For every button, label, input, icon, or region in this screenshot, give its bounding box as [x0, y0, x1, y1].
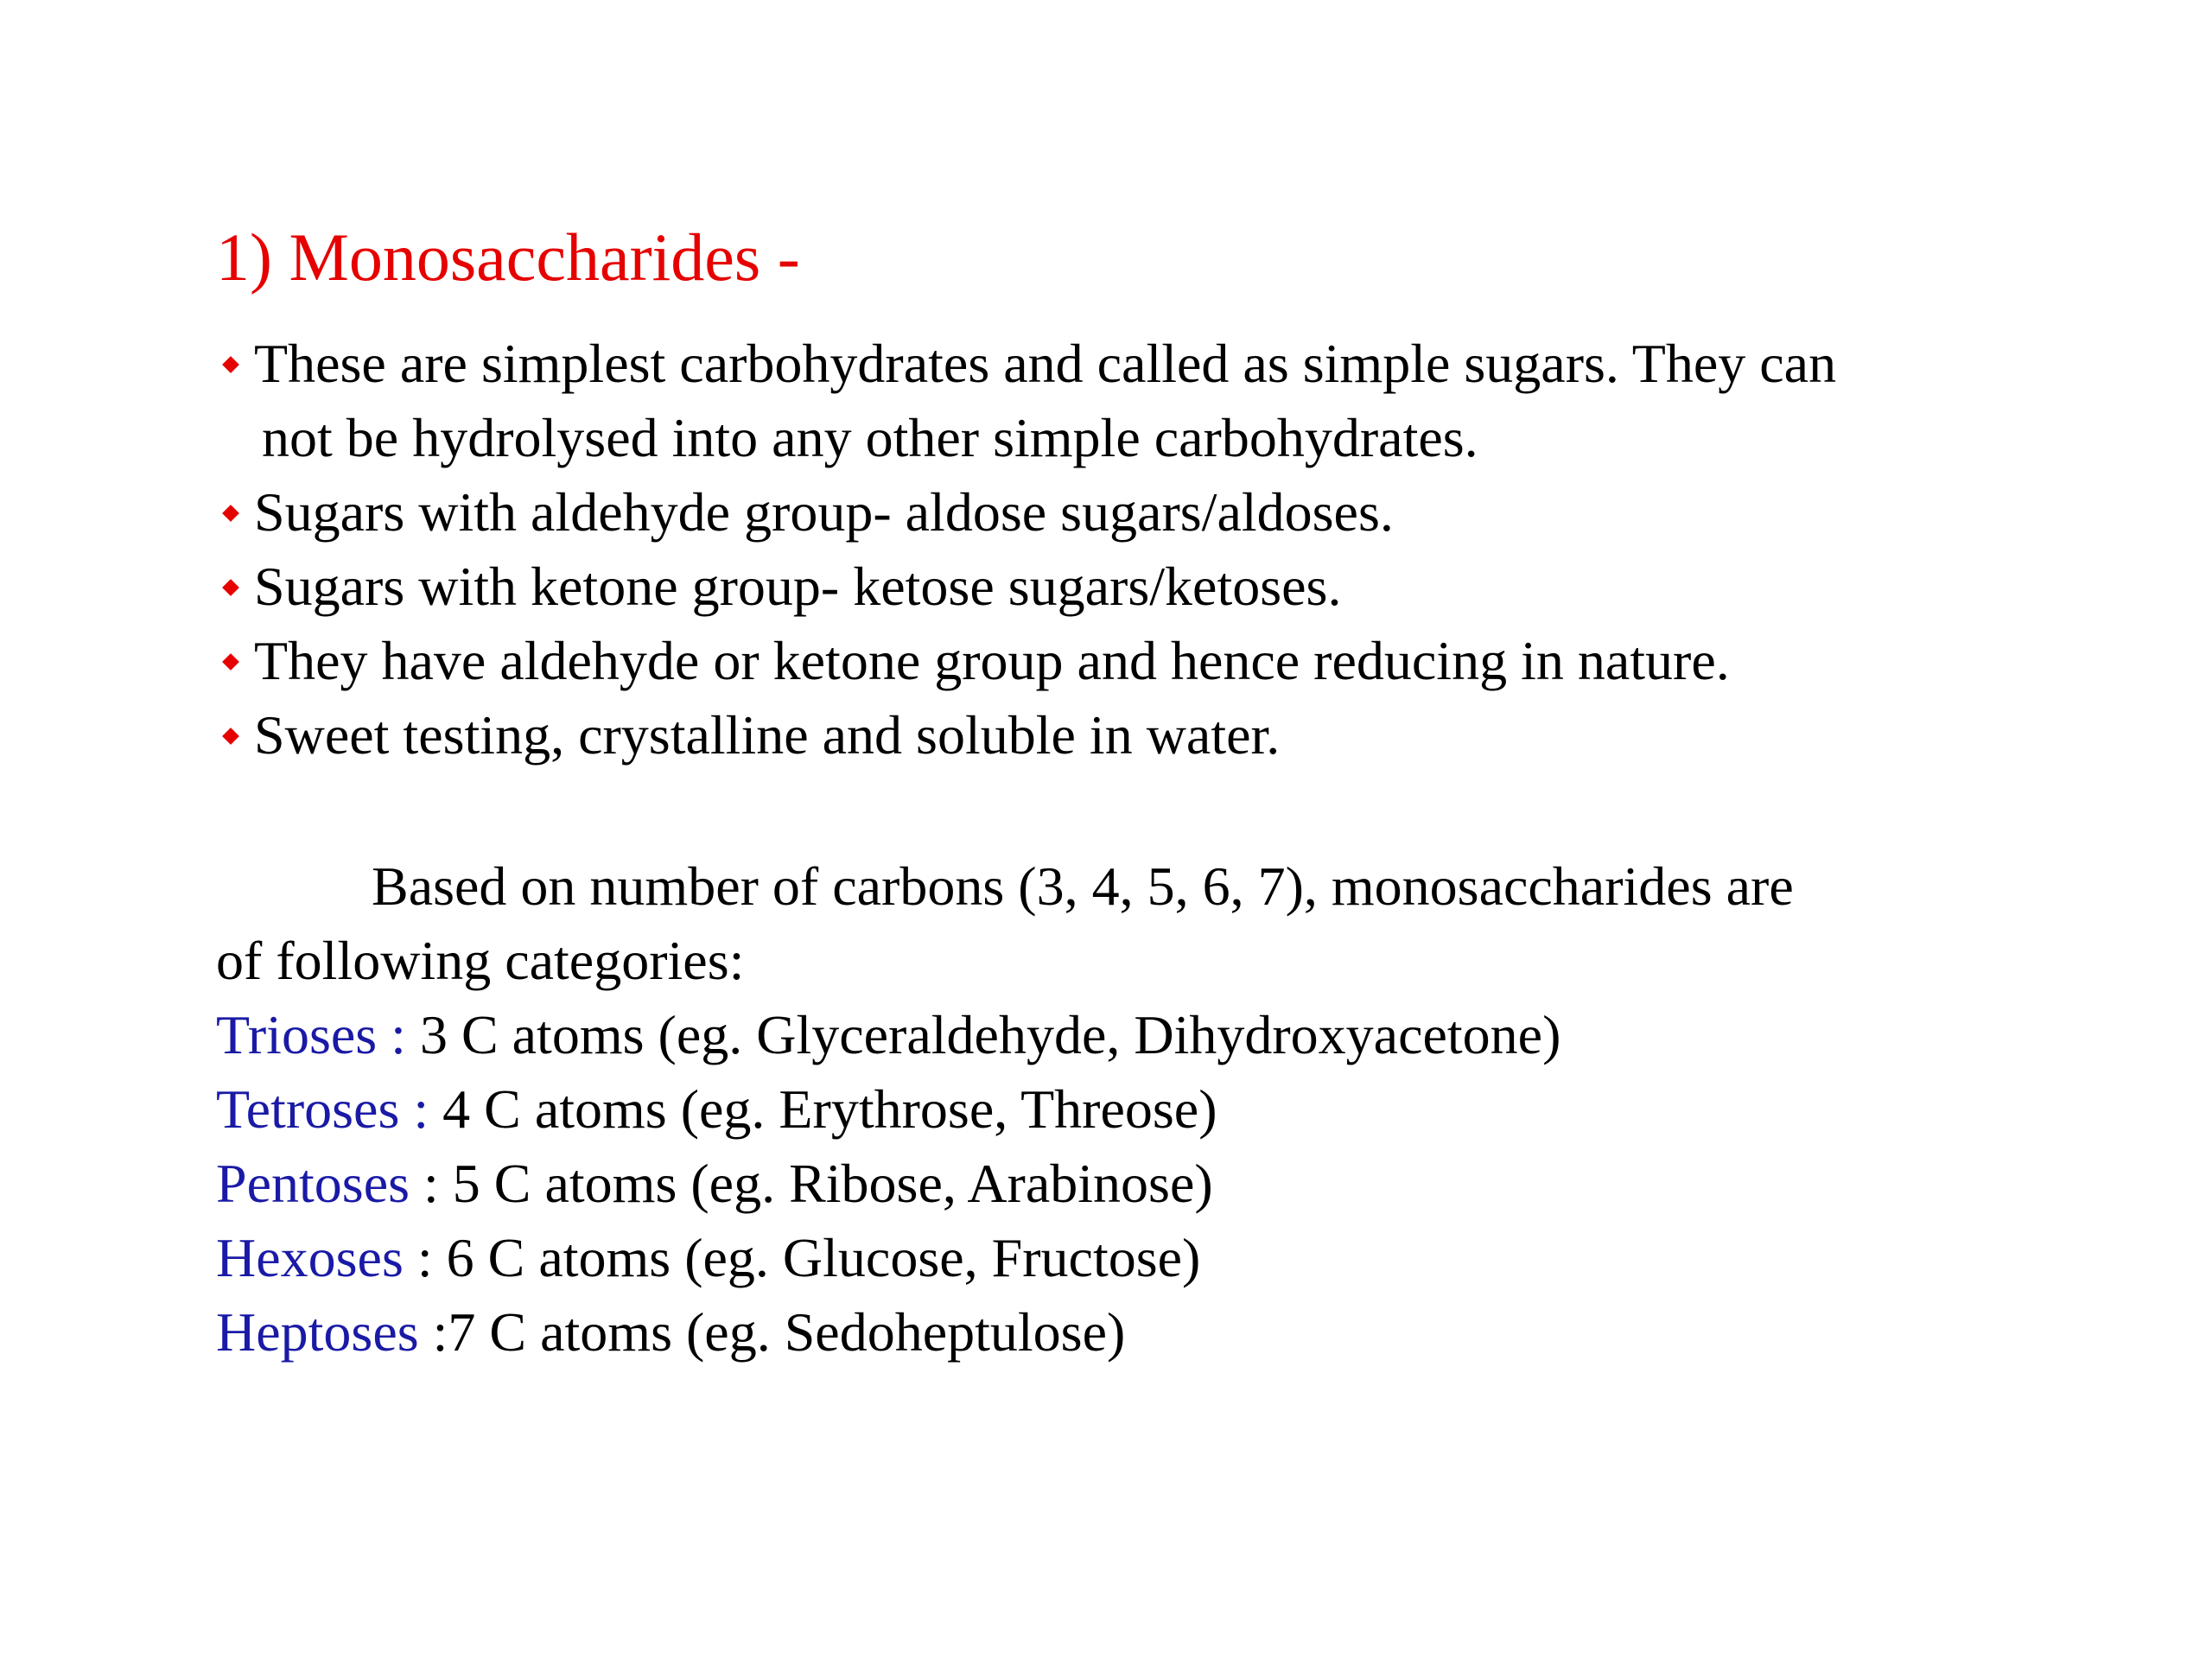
- bullet-item: [216, 698, 2100, 772]
- bullet-text: Sweet testing, crystalline and soluble in water.: [254, 704, 1281, 766]
- bullet-text: Sugars with aldehyde group- aldose sugars/aldoses.: [254, 481, 1394, 543]
- bullet-text: These are simplest carbohydrates and called as simple sugars. They can: [254, 333, 1837, 394]
- category-pentoses: [216, 1147, 2117, 1221]
- category-description: : 5 C atoms (eg. Ribose, Arabinose): [410, 1153, 1213, 1214]
- bullet-item: [216, 624, 2100, 698]
- bullet-list: [216, 327, 2100, 772]
- bullet-text: Sugars with ketone group- ketose sugars/ketoses.: [254, 556, 1342, 617]
- bullet-text-continuation: not be hydrolysed into any other simple carbohydrates.: [262, 407, 1478, 468]
- bullet-item: [216, 550, 2100, 624]
- intro-text-continuation: of following categories:: [216, 930, 745, 991]
- category-heptoses: [216, 1295, 2117, 1370]
- slide-title: 1) Monosaccharides -: [216, 219, 800, 295]
- category-hexoses: [216, 1221, 2117, 1295]
- intro-text: Based on number of carbons (3, 4, 5, 6, 7), monosaccharides are: [372, 855, 1794, 917]
- category-trioses: [216, 998, 2117, 1072]
- category-description: 4 C atoms (eg. Erythrose, Threose): [429, 1078, 1217, 1140]
- diamond-bullet-icon: [222, 728, 239, 745]
- diamond-bullet-icon: [222, 653, 239, 671]
- diamond-bullet-icon: [222, 505, 239, 522]
- diamond-bullet-icon: [222, 356, 239, 373]
- category-name: Tetroses :: [216, 1078, 429, 1140]
- category-description: 3 C atoms (eg. Glyceraldehyde, Dihydroxyacetone): [405, 1004, 1561, 1065]
- category-description: :7 C atoms (eg. Sedoheptulose): [418, 1301, 1126, 1363]
- bullet-item: [216, 327, 2100, 475]
- bullet-item: [216, 475, 2100, 550]
- category-name: Heptoses: [216, 1301, 419, 1363]
- category-name: Pentoses: [216, 1153, 410, 1214]
- bullet-text: They have aldehyde or ketone group and hence reducing in nature.: [254, 630, 1730, 691]
- category-name: Trioses :: [216, 1004, 406, 1065]
- category-name: Hexoses: [216, 1227, 404, 1288]
- categories-section: [216, 849, 2117, 1370]
- category-description: : 6 C atoms (eg. Glucose, Fructose): [403, 1227, 1201, 1288]
- category-tetroses: [216, 1072, 2117, 1147]
- diamond-bullet-icon: [222, 579, 239, 596]
